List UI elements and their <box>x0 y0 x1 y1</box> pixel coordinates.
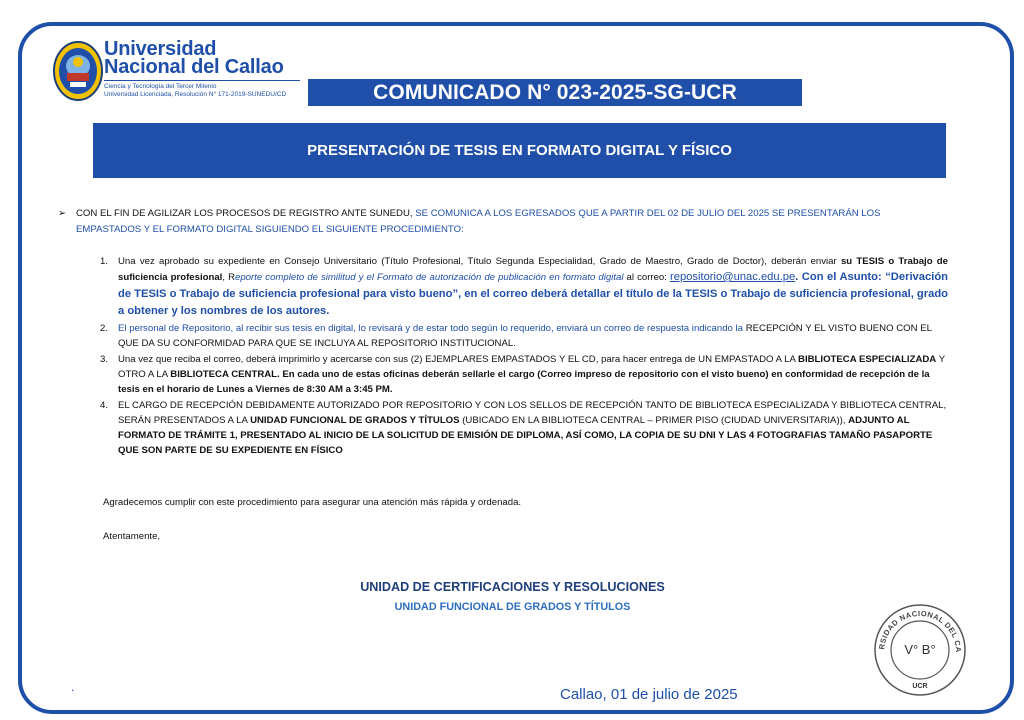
step3-text-c: Y OTRO A LA <box>118 354 945 380</box>
seal-center-text: V° B° <box>904 642 936 657</box>
university-name-line2: Nacional del Callao <box>104 56 284 78</box>
email-link[interactable]: repositorio@unac.edu.pe <box>670 271 796 283</box>
subtitle-line2: Universidad Licenciada, Resolución N° 171-2019-SUNEDU/CD <box>104 91 287 98</box>
step4-bold: UNIDAD FUNCIONAL DE GRADOS Y TÍTULOS <box>250 415 460 426</box>
regards-text: Atentamente, <box>103 531 161 542</box>
list-item <box>100 321 948 351</box>
step-number: 3. <box>100 354 109 365</box>
university-subtitle <box>104 83 286 99</box>
step3-bold-d: BIBLIOTECA CENTRAL. En cada uno de estas oficinas deberán sellarle el cargo (Correo impreso de repositorio con el visto bueno) en conformidad de recepción de la tesis en el horario de Lunes a Viernes de 8:30 AM a 3:45 PM. <box>118 369 930 395</box>
subtitle-line1: Ciencia y Tecnología del Tercer Milenio <box>104 83 217 90</box>
step2-text: El personal de Repositorio, al recibir sus tesis en digital, lo revisará y de estar todo según lo requerido, enviará un correo de respuesta indicando la <box>118 323 746 334</box>
footer-dot: . <box>71 680 75 694</box>
step1-text-e: al correo: <box>623 272 670 283</box>
approval-seal-icon <box>870 600 970 696</box>
seal-bottom-text: UCR <box>912 683 928 690</box>
thanks-text: Agradecemos cumplir con este procedimiento para asegurar una atención más rápida y ordenada. <box>103 497 522 508</box>
step1-subject: . Con el Asunto: “Derivación de TESIS o Trabajo de suficiencia profesional para visto bueno”, en el correo deberá detallar el título de la TESIS o Trabajo de suficiencia profesional, grado a obtener y los nombres de los autores. <box>118 271 948 317</box>
signature-line1: UNIDAD DE CERTIFICACIONES Y RESOLUCIONES <box>360 580 665 594</box>
step-number: 1. <box>100 256 109 267</box>
step3-bold: BIBLIOTECA ESPECIALIZADA <box>798 354 937 365</box>
header-divider <box>104 80 300 81</box>
issue-date: Callao, 01 de julio de 2025 <box>560 686 738 703</box>
step1-text: Una vez aprobado su expediente en Consejo Universitario (Título Profesional, Título Segunda Especialidad, Grado de Maestro, Grado de Doctor), deberán enviar <box>118 256 841 267</box>
step4-text-c: (UBICADO EN LA BIBLIOTECA CENTRAL – PRIMER PISO (CIUDAD UNIVERSITARIA)), <box>459 415 849 426</box>
arrow-bullet-icon: ➢ <box>58 208 67 219</box>
step-number: 4. <box>100 400 109 411</box>
intro-paragraph <box>58 206 938 238</box>
step1-italic: eporte completo de similitud y el Formato de autorización de publicación en formato digital <box>235 272 624 283</box>
list-item <box>100 254 948 320</box>
list-item <box>100 398 948 458</box>
step4-bold-d: ADJUNTO AL FORMATO DE TRÁMITE 1, PRESENTADO AL INICIO DE LA SOLICITUD DE EMISIÓN DE DIPLOMA, ASÍ COMO, LA COPIA DE SU DNI Y LAS 4 FOTOGRAFIAS TAMAÑO PASAPORTE QUE SON PARTE DE SU EXPEDIENTE EN FÍSICO <box>118 415 933 456</box>
university-name <box>104 40 284 76</box>
step4-text: EL CARGO DE RECEPCIÓN DEBIDAMENTE AUTORIZADO POR REPOSITORIO Y CON LOS SELLOS DE RECEPCIÓN TANTO DE BIBLIOTECA ESPECIALIZADA Y BIBLIOTECA CENTRAL, SERÁN PRESENTADOS A LA <box>118 400 947 426</box>
intro-part2: SE COMUNICA A LOS EGRESADOS QUE A PARTIR DEL 02 DE JULIO DEL 2025 SE PRESENTARÁN LOS EMPASTADOS Y EL FORMATO DIGITAL SIGUIENDO EL SIGUIENTE PROCEDIMIENTO: <box>76 208 881 235</box>
step3-text: Una vez que reciba el correo, deberá imprimirlo y acercarse con sus (2) EJEMPLARES EMPASTADOS Y EL CD, para hacer entrega de UN EMPASTADO A LA <box>118 354 799 365</box>
step-number: 2. <box>100 323 109 334</box>
procedure-list <box>100 254 948 458</box>
step1-bold: su TESIS o Trabajo de suficiencia profesional <box>118 256 948 283</box>
banner-title: PRESENTACIÓN DE TESIS EN FORMATO DIGITAL Y FÍSICO <box>93 123 946 178</box>
signature-line2: UNIDAD FUNCIONAL DE GRADOS Y TÍTULOS <box>394 601 631 613</box>
university-crest-icon <box>52 40 104 102</box>
university-name-line1: Universidad <box>104 38 217 60</box>
seal-ring-text: RSIDAD NACIONAL DEL CA <box>877 608 964 653</box>
intro-part1: CON EL FIN DE AGILIZAR LOS PROCESOS DE REGISTRO ANTE SUNEDU, <box>76 208 416 219</box>
list-item <box>100 352 948 397</box>
step2-text-b: RECEPCIÓN Y EL VISTO BUENO CON EL QUE DA SU CONFORMIDAD PARA QUE SE INCLUYA AL REPOSITORIO INSTITUCIONAL. <box>118 323 932 349</box>
comunicado-title: COMUNICADO N° 023-2025-SG-UCR <box>308 79 802 106</box>
step1-text-c: , R <box>222 272 236 283</box>
